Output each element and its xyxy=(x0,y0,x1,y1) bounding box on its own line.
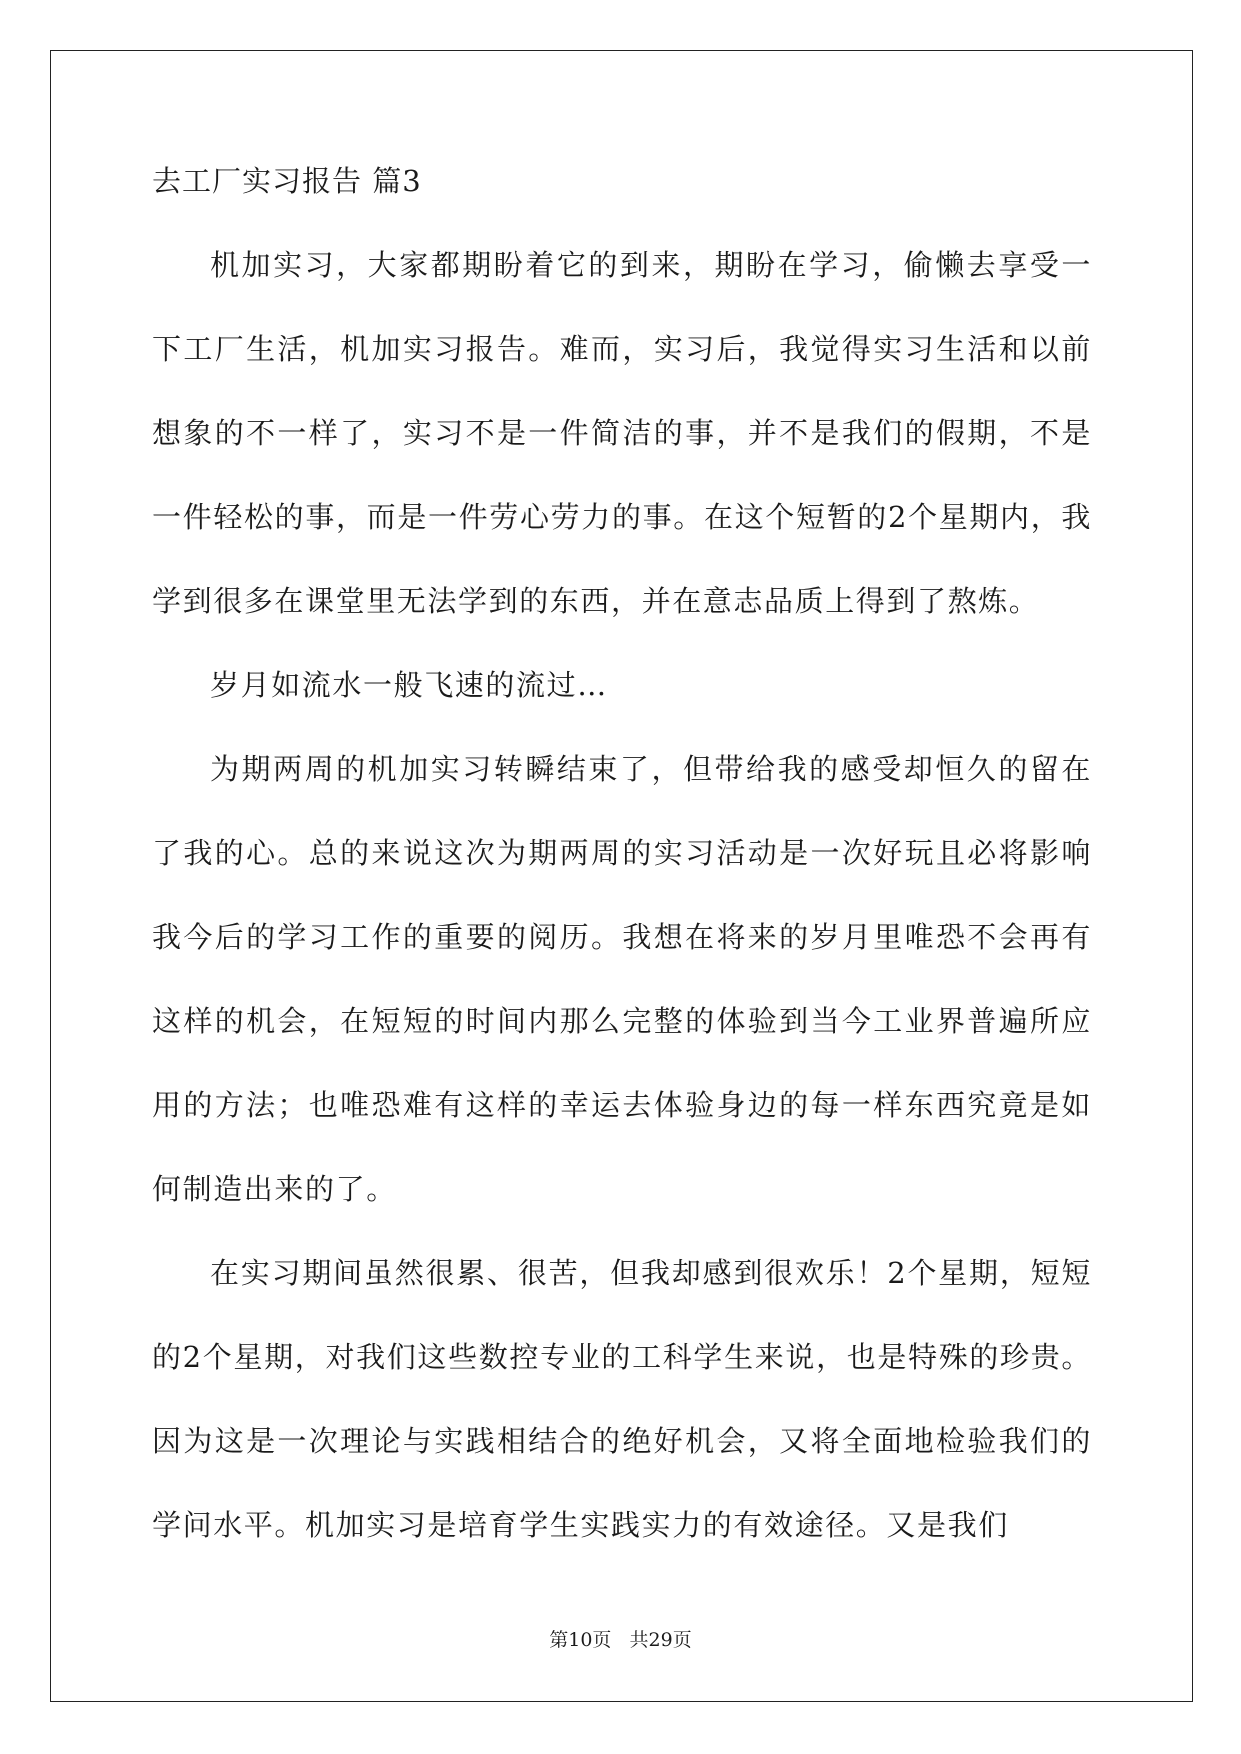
paragraph-2: 岁月如流水一般飞速的流过… xyxy=(210,668,608,702)
document-title: 去工厂实习报告 篇3 xyxy=(152,164,422,198)
paragraph-4: 在实习期间虽然很累、很苦，但我却感到很欢乐！2个星期，短短的2个星期，对我们这些数控专业的工科学生来说，也是特殊的珍贵。因为这是一次理论与实践相结合的绝好机会，又将全面地检验我们的学问水平。机加实习是培育学生实践实力的有效途径。又是我们 xyxy=(152,1256,1092,1542)
document-body xyxy=(152,160,1092,1588)
paragraph-1: 机加实习，大家都期盼着它的到来，期盼在学习，偷懒去享受一下工厂生活，机加实习报告。难而，实习后，我觉得实习生活和以前想象的不一样了，实习不是一件简洁的事，并不是我们的假期，不是一件轻松的事，而是一件劳心劳力的事。在这个短暂的2个星期内，我学到很多在课堂里无法学到的东西，并在意志品质上得到了熬炼。 xyxy=(152,248,1092,618)
paragraph-3: 为期两周的机加实习转瞬结束了，但带给我的感受却恒久的留在了我的心。总的来说这次为期两周的实习活动是一次好玩且必将影响我今后的学习工作的重要的阅历。我想在将来的岁月里唯恐不会再有这样的机会，在短短的时间内那么完整的体验到当今工业界普遍所应用的方法；也唯恐难有这样的幸运去体验身边的每一样东西究竟是如何制造出来的了。 xyxy=(152,752,1092,1206)
page-number-footer: 第10页 共29页 xyxy=(549,1629,692,1651)
